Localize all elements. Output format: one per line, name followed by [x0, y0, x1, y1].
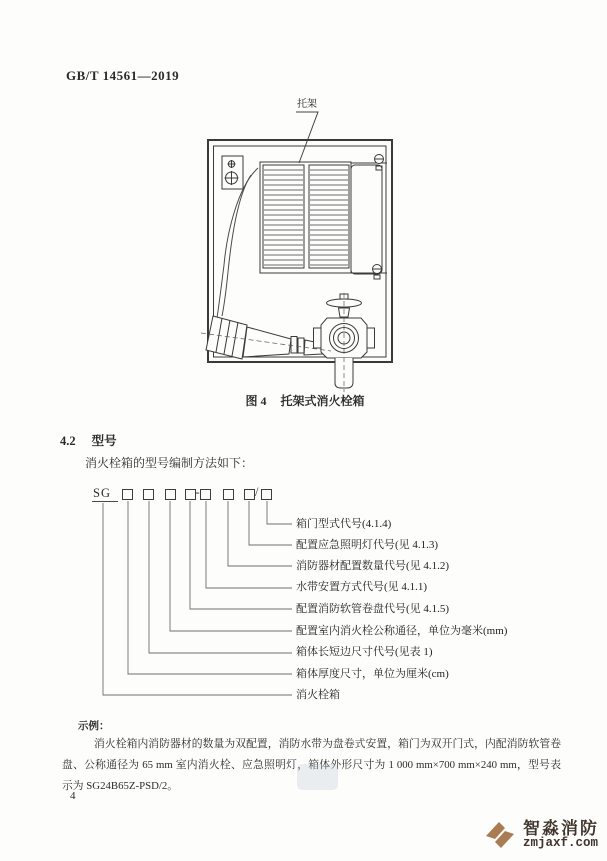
scan-watermark-remnant	[297, 764, 338, 790]
brand-watermark	[482, 817, 599, 853]
model-separator-slash: /	[255, 485, 259, 499]
brand-url: zmjaxf.com	[523, 836, 599, 851]
figure-hydrant-cabinet	[185, 95, 405, 400]
brand-name: 智淼消防	[523, 818, 599, 838]
model-prefix: SG	[93, 486, 111, 500]
model-label-hydrant-box: 消火栓箱	[296, 689, 340, 701]
model-label-box-thickness: 箱体厚度尺寸，单位为厘米(cm)	[296, 668, 449, 680]
page-number: 4	[70, 790, 76, 802]
model-label-emergency-light: 配置应急照明灯代号(见 4.1.3)	[296, 539, 439, 551]
figure-caption-title: 托架式消火栓箱	[280, 394, 365, 408]
section-number: 4.2	[60, 434, 76, 448]
section-title: 型号	[91, 434, 117, 448]
hose-rack	[260, 155, 387, 280]
model-label-hose-reel: 配置消防软管卷盘代号(见 4.1.5)	[296, 603, 450, 615]
model-label-equipment-quantity: 消防器材配置数量代号(见 4.1.2)	[296, 560, 450, 572]
section-heading	[60, 431, 117, 449]
figure-caption	[150, 392, 460, 409]
brand-logo-icon	[482, 817, 518, 853]
model-label-hose-arrangement: 水带安置方式代号(见 4.1.1)	[296, 581, 428, 593]
panel-box	[222, 156, 243, 189]
example-text: 消火栓箱内消防器材的数量为双配置，消防水带为盘卷式安置，箱门为双开门式，内配消防软管卷盘、公称通径为 65 mm 室内消火栓、应急照明灯，箱体外形尺寸为 1 000 mm×700 mm×240 mm，型号表示为 SG24B65Z-PSD/2。	[62, 738, 561, 792]
leader-line	[296, 112, 318, 163]
part-label-bracket: 托架	[297, 99, 317, 110]
fire-nozzle	[206, 316, 322, 359]
standard-number: GB/T 14561—2019	[66, 68, 180, 83]
hose-line	[217, 168, 258, 318]
model-separator-hyphen: -	[195, 485, 200, 499]
example-label: 示例：	[78, 721, 110, 732]
model-label-door-type: 箱门型式代号(4.1.4)	[296, 518, 392, 530]
section-intro: 消火栓箱的型号编制方法如下：	[85, 456, 254, 470]
model-label-box-side-size: 箱体长短边尺寸代号(见表 1)	[296, 646, 433, 658]
figure-caption-label: 图 4	[245, 394, 267, 408]
model-label-nominal-diameter: 配置室内消火栓公称通径，单位为毫米(mm)	[296, 625, 508, 637]
